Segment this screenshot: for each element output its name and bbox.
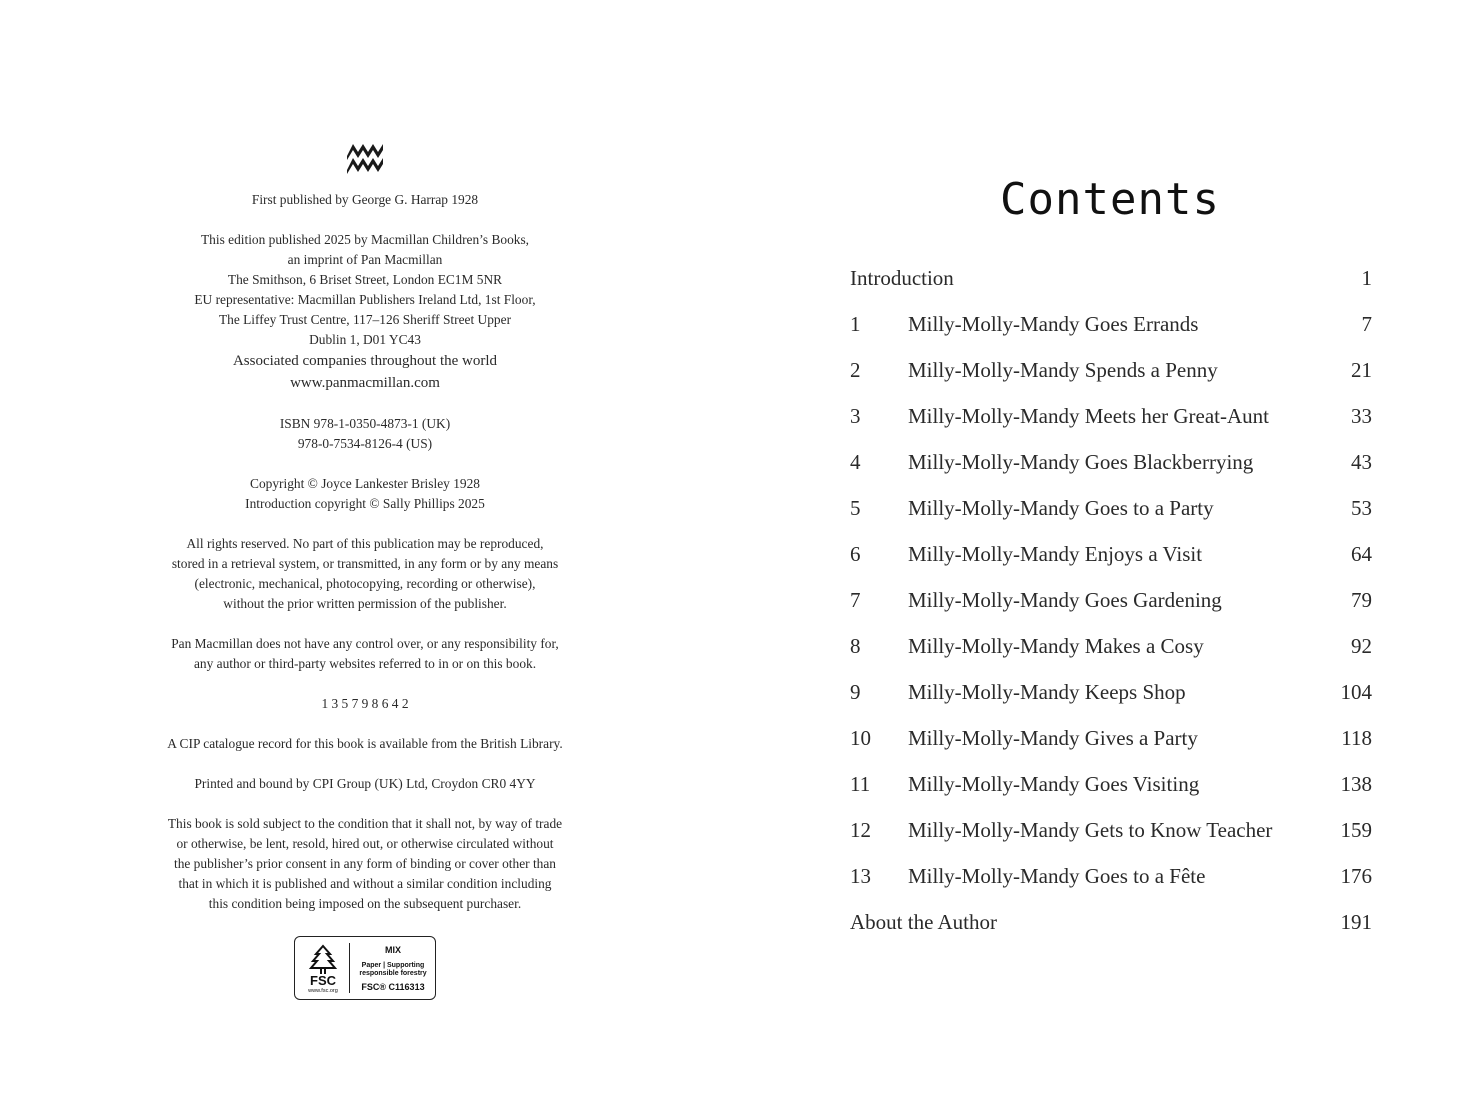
toc-entry[interactable] xyxy=(850,810,1372,856)
toc-chapter-number: 10 xyxy=(850,726,871,750)
toc-page-number: 191 xyxy=(1340,910,1372,934)
toc-entry[interactable] xyxy=(850,396,1372,442)
toc-chapter-title: Milly-Molly-Mandy Goes Errands xyxy=(908,312,1199,336)
condition-line: this condition being imposed on the subsequent purchaser. xyxy=(208,896,522,911)
isbn-us-line: 978-0-7534-8126-4 (US) xyxy=(297,436,433,451)
toc-chapter-number: 2 xyxy=(850,358,861,382)
toc-chapter-number: 6 xyxy=(850,542,861,566)
toc-entry[interactable] xyxy=(850,626,1372,672)
toc-entry[interactable] xyxy=(850,534,1372,580)
toc-chapter-number: 3 xyxy=(850,404,861,428)
toc-page-number: 1 xyxy=(1361,266,1372,290)
toc-page-number: 33 xyxy=(1351,404,1372,428)
first-published-line: First published by George G. Harrap 1928 xyxy=(251,192,479,207)
printer-line: Printed and bound by CPI Group (UK) Ltd, Croydon CR0 4YY xyxy=(194,776,536,791)
cip-line: A CIP catalogue record for this book is available from the British Library. xyxy=(167,736,563,751)
isbn-uk-line: ISBN 978-1-0350-4873-1 (UK) xyxy=(279,416,451,431)
toc-chapter-title: Milly-Molly-Mandy Meets her Great-Aunt xyxy=(908,404,1270,428)
toc-chapter-number: 9 xyxy=(850,680,861,704)
edition-line: This edition published 2025 by Macmillan Children’s Books, xyxy=(200,232,530,247)
toc-chapter-number: 13 xyxy=(850,864,871,888)
toc-chapter-title: Introduction xyxy=(850,266,954,290)
toc-chapter-title: Milly-Molly-Mandy Goes Blackberrying xyxy=(908,450,1254,474)
toc-page-number: 79 xyxy=(1351,588,1372,612)
eu-rep-line: EU representative: Macmillan Publishers Ireland Ltd, 1st Floor, xyxy=(194,292,536,307)
fsc-subtitle xyxy=(353,962,433,978)
toc-entry[interactable] xyxy=(850,672,1372,718)
toc-chapter-number: 8 xyxy=(850,634,861,658)
toc-page-number: 92 xyxy=(1351,634,1372,658)
fsc-mix-label: MIX xyxy=(384,945,401,955)
rights-line: (electronic, mechanical, photocopying, recording or otherwise), xyxy=(194,576,536,591)
toc-page-number: 21 xyxy=(1351,358,1372,382)
website-line: www.panmacmillan.com xyxy=(290,375,440,391)
eu-rep-city-line: Dublin 1, D01 YC43 xyxy=(309,332,421,347)
toc-entry[interactable] xyxy=(850,488,1372,534)
responsibility-line: any author or third-party websites referred to in or on this book. xyxy=(193,656,537,671)
fsc-subtitle-line: Paper | Supporting xyxy=(361,962,425,969)
toc-chapter-number: 12 xyxy=(850,818,871,842)
toc-entry[interactable] xyxy=(850,442,1372,488)
printing-number-line: 1 3 5 7 9 8 6 4 2 xyxy=(321,696,409,711)
toc-page-number: 118 xyxy=(1341,726,1372,750)
intro-copyright-line: Introduction copyright © Sally Phillips 2025 xyxy=(245,496,485,511)
toc-entry[interactable] xyxy=(850,718,1372,764)
toc-page-number: 159 xyxy=(1340,818,1372,842)
toc-page-number: 64 xyxy=(1351,542,1372,566)
fsc-code: FSC® C116313 xyxy=(361,982,425,992)
rights-line: without the prior written permission of the publisher. xyxy=(223,596,507,611)
rights-line: All rights reserved. No part of this publication may be reproduced, xyxy=(186,536,544,551)
toc-page-number: 53 xyxy=(1351,496,1372,520)
toc-chapter-number: 5 xyxy=(850,496,861,520)
toc-chapter-number: 7 xyxy=(850,588,861,612)
toc-chapter-number: 1 xyxy=(850,312,861,336)
condition-line: the publisher’s prior consent in any form of binding or cover other than xyxy=(173,856,557,871)
toc-page-number: 176 xyxy=(1340,864,1372,888)
toc-entry[interactable] xyxy=(850,258,1372,304)
macmillan-logo-icon xyxy=(345,140,385,176)
toc-chapter-title: Milly-Molly-Mandy Goes to a Party xyxy=(908,496,1214,520)
toc-chapter-title: Milly-Molly-Mandy Enjoys a Visit xyxy=(908,542,1203,566)
toc-chapter-title: Milly-Molly-Mandy Gets to Know Teacher xyxy=(908,818,1273,842)
condition-line: or otherwise, be lent, resold, hired out, or otherwise circulated without xyxy=(176,836,554,851)
toc-chapter-title: Milly-Molly-Mandy Gives a Party xyxy=(908,726,1198,750)
rights-line: stored in a retrieval system, or transmitted, in any form or by any means xyxy=(171,556,559,571)
toc-chapter-title: Milly-Molly-Mandy Spends a Penny xyxy=(908,358,1218,382)
imprint-line: an imprint of Pan Macmillan xyxy=(287,252,443,267)
toc-entry[interactable] xyxy=(850,856,1372,902)
toc-chapter-title: Milly-Molly-Mandy Goes to a Fête xyxy=(908,864,1206,888)
imprint-page xyxy=(100,140,630,1000)
fsc-url: www.fsc.org xyxy=(308,988,338,994)
associated-companies-line: Associated companies throughout the world xyxy=(232,353,498,369)
toc-page-number: 104 xyxy=(1340,680,1372,704)
toc-chapter-title: Milly-Molly-Mandy Makes a Cosy xyxy=(908,634,1204,658)
table-of-contents xyxy=(850,258,1372,948)
fsc-divider xyxy=(349,943,350,993)
toc-entry[interactable] xyxy=(850,902,1372,948)
toc-page-number: 138 xyxy=(1340,772,1372,796)
toc-chapter-number: 11 xyxy=(850,772,871,796)
toc-entry[interactable] xyxy=(850,304,1372,350)
publisher-address-line: The Smithson, 6 Briset Street, London EC1M 5NR xyxy=(227,272,503,287)
toc-chapter-title: Milly-Molly-Mandy Keeps Shop xyxy=(908,680,1186,704)
toc-entry[interactable] xyxy=(850,580,1372,626)
responsibility-line: Pan Macmillan does not have any control over, or any responsibility for, xyxy=(171,636,559,651)
toc-chapter-title: About the Author xyxy=(850,910,997,934)
toc-chapter-number: 4 xyxy=(850,450,861,474)
toc-page-number: 43 xyxy=(1351,450,1372,474)
copyright-line: Copyright © Joyce Lankester Brisley 1928 xyxy=(250,476,480,491)
eu-rep-address-line: The Liffey Trust Centre, 117–126 Sheriff Street Upper xyxy=(218,312,512,327)
condition-line: that in which it is published and without a similar condition including xyxy=(178,876,552,891)
condition-line: This book is sold subject to the condition that it shall not, by way of trade xyxy=(167,816,563,831)
fsc-badge xyxy=(294,936,436,1000)
fsc-subtitle-line: responsible forestry xyxy=(359,970,427,977)
fsc-mark: FSC xyxy=(310,973,336,988)
toc-chapter-title: Milly-Molly-Mandy Goes Visiting xyxy=(908,772,1200,796)
toc-entry[interactable] xyxy=(850,764,1372,810)
toc-page-number: 7 xyxy=(1361,312,1372,336)
toc-entry[interactable] xyxy=(850,350,1372,396)
contents-title: Contents xyxy=(1000,174,1220,225)
toc-chapter-title: Milly-Molly-Mandy Goes Gardening xyxy=(908,588,1222,612)
